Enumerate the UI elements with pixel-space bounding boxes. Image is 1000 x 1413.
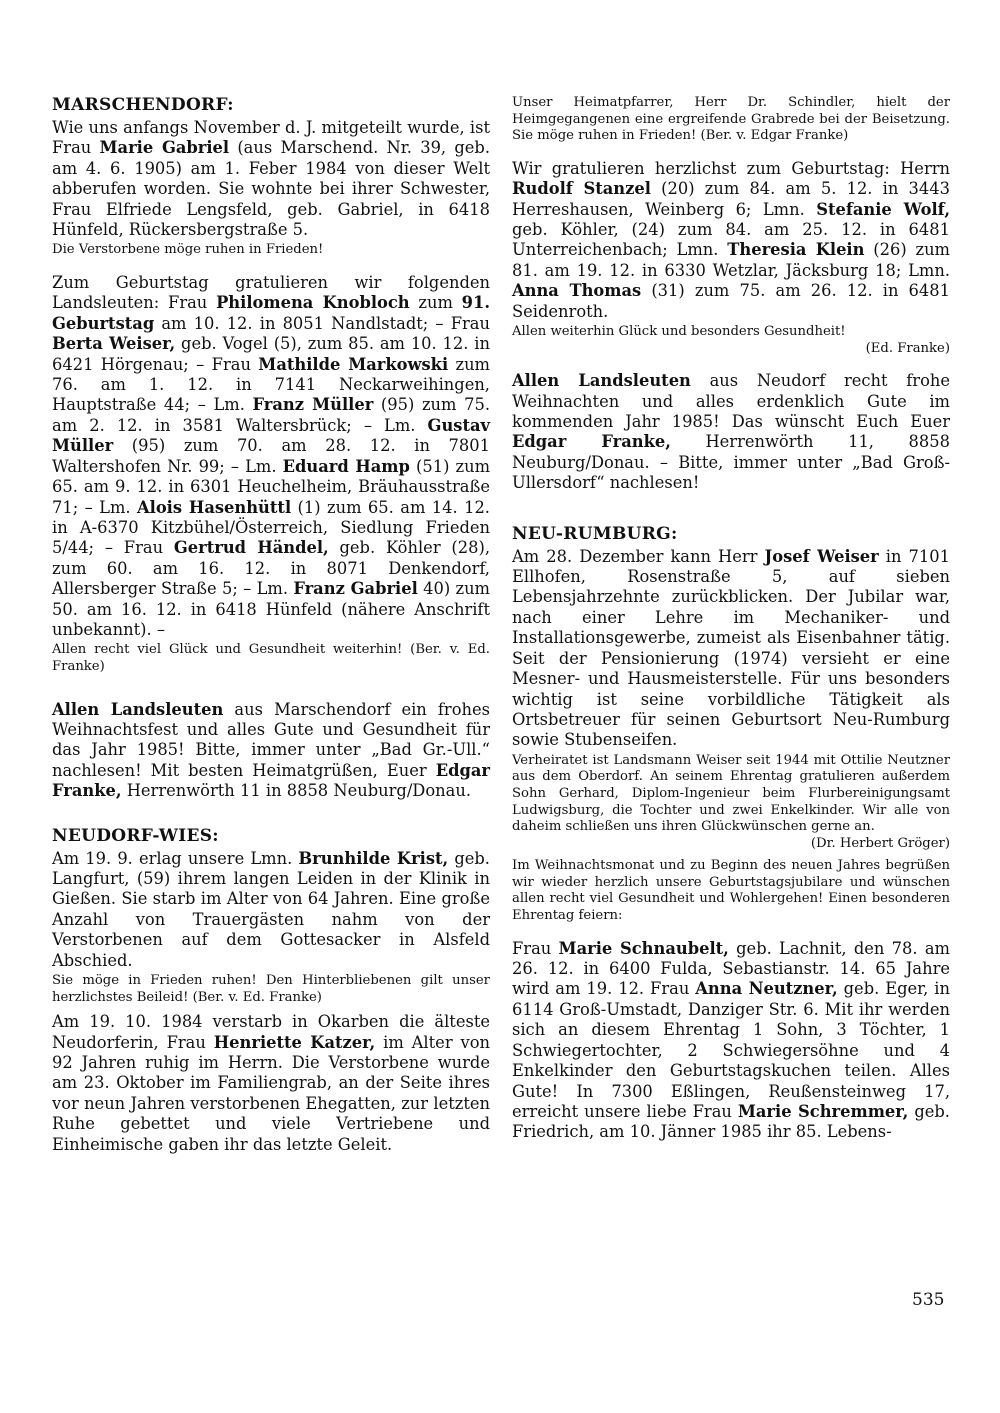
condolence-note: Sie möge in Frieden ruhen! Den Hinterbliebenen gilt unser herzlichstes Beileid! (Ber. v. Ed. Franke) bbox=[52, 973, 490, 1005]
paragraph-marie-gabriel-obituary: Wie uns anfangs November d. J. mitgeteilt wurde, ist Frau Marie Gabriel (aus Marschend. Nr. 39, geb. am 4. 6. 1905) am 1. Feber 1984 von dieser Welt abberufen worden. Sie wohnte bei ihrer Schwester, Frau Elfriede Lengsfeld, geb. Gabriel, in 6418 Hünfeld, Rückersbergstraße 5. bbox=[52, 118, 490, 240]
paragraph-christmas-month-greeting: Im Weihnachtsmonat und zu Beginn des neuen Jahres begrüßen wir wieder herzlich unsere Geburtstagsjubilare und wünschen allen recht viel Gesundheit und Wohlergehen! Einen besonderen Ehrentag feiern: bbox=[512, 858, 950, 924]
paragraph-brunhilde-krist-obituary: Am 19. 9. erlag unsere Lmn. Brunhilde Krist, geb. Langfurt, (59) ihrem langen Leiden in der Klinik in Gießen. Sie starb im Alter von 64 Jahren. Eine große Anzahl von Trauergästen nahm von der Verstorbenen auf dem Gottesacker in Alsfeld Abschied. bbox=[52, 848, 490, 970]
paragraph-josef-weiser-jubilee: Am 28. Dezember kann Herr Josef Weiser in 7101 Ellhofen, Rosenstraße 5, auf sieben Lebensjahrzehnte zurückblicken. Der Jubilar war, nach einer Lehre im Mechaniker- und Installationsgewerbe, zumeist als Eisenbahner tätig. Seit der Pensionierung (1974) versieht er eine Mesner- und Hausmeisterstelle. Für uns besonders wichtig ist seine vorbildliche Tätigkeit als Ortsbetreuer für seinen Geburtsort Neu-Rumburg sowie Stubenseifen. bbox=[512, 546, 950, 750]
right-column bbox=[512, 95, 950, 1143]
left-column bbox=[52, 95, 490, 1155]
section-title-marschendorf: MARSCHENDORF: bbox=[52, 95, 234, 115]
obituary-closing-note: Die Verstorbene möge ruhen in Frieden! bbox=[52, 242, 324, 258]
paragraph-christmas-greeting-neudorf: Allen Landsleuten aus Neudorf recht frohe Weihnachten und alles erdenklich Gute im kommenden Jahr 1985! Das wünscht Euch Euer Edgar Franke, Herrenwörth 11, 8858 Neuburg/Donau. – Bitte, immer unter „Bad Groß-Ullersdorf“ nachlesen! bbox=[512, 371, 950, 493]
birthday-wishes-neudorf: Allen weiterhin Glück und besonders Gesundheit! bbox=[512, 324, 846, 340]
section-title-neu-rumburg: NEU-RUMBURG: bbox=[512, 523, 678, 544]
paragraph-weiser-family: Verheiratet ist Landsmann Weiser seit 1944 mit Ottilie Neutzner aus dem Oberdorf. An seinem Ehrentag gratulieren außerdem Sohn Gerhard, Diplom-Ingenieur beim Flurbereinigungsamt Ludwigsburg, die Tochter und zwei Enkelkinder. Wir alle von daheim schließen uns ihren Glückwünschen gerne an. bbox=[512, 752, 950, 835]
paragraph-birthday-list-neudorf: Wir gratulieren herzlichst zum Geburtstag: Herrn Rudolf Stanzel (20) zum 84. am 5. 12. in 3443 Herreshausen, Weinberg 6; Lmn. Stefanie Wolf, geb. Köhler, (24) zum 84. am 25. 12. in 6481 Unterreichenbach; Lmn. Theresia Klein (26) zum 81. am 19. 12. in 6330 Wetzlar, Jäcksburg 18; Lmn. Anna Thomas (31) zum 75. am 26. 12. in 6481 Seidenroth. bbox=[512, 158, 950, 321]
paragraph-christmas-greeting-marschendorf: Allen Landsleuten aus Marschendorf ein frohes Weihnachtsfest und alles Gute und Gesundheit für das Jahr 1985! Bitte, immer unter „Bad Gr.-Ull.“ nachlesen! Mit besten Heimatgrüßen, Euer Edgar Franke, Herrenwörth 11 in 8858 Neuburg/Donau. bbox=[52, 699, 490, 801]
paragraph-funeral-sermon: Unser Heimatpfarrer, Herr Dr. Schindler, hielt der Heimgegangenen eine ergreifende Grabrede bei der Beisetzung. Sie möge ruhen in Frieden! (Ber. v. Edgar Franke) bbox=[512, 95, 950, 144]
section-title-neudorf-wies: NEUDORF-WIES: bbox=[52, 825, 219, 846]
paragraph-henriette-katzer-obituary: Am 19. 10. 1984 verstarb in Okarben die älteste Neudorferin, Frau Henriette Katzer, im Alter von 92 Jahren ruhig im Herrn. Die Verstorbene wurde am 23. Oktober im Familiengrab, an der Seite ihres vor neun Jahren verstorbenen Ehegatten, zur letzten Ruhe gebettet und viele Vertriebene und Einheimische gaben ihr das letzte Geleit. bbox=[52, 1012, 491, 1154]
birthday-wishes-note: Allen recht viel Glück und Gesundheit weiterhin! (Ber. v. Ed. Franke) bbox=[52, 642, 490, 674]
signature-ed-franke: (Ed. Franke) bbox=[865, 340, 950, 356]
page-number: 535 bbox=[912, 1290, 945, 1310]
paragraph-birthday-list-neu-rumburg: Frau Marie Schnaubelt, geb. Lachnit, den 78. am 26. 12. in 6400 Fulda, Sebastianstr. 14. 65 Jahre wird am 19. 12. Frau Anna Neutzner, geb. Eger, in 6114 Groß-Umstadt, Danziger Str. 6. Mit ihr werden sich an diesem Ehrentag 1 Sohn, 3 Töchter, 1 Schwiegertochter, 2 Schwiegersöhne und 4 Enkelkinder den Geburtstagskuchen teilen. Alles Gute! In 7300 Eßlingen, Reußensteinweg 17, erreicht unsere liebe Frau Marie Schremmer, geb. Friedrich, am 10. Jänner 1985 ihr 85. Lebens- bbox=[512, 938, 950, 1142]
signature-herbert-groger: (Dr. Herbert Gröger) bbox=[810, 835, 950, 851]
paragraph-birthday-list-marschendorf: Zum Geburtstag gratulieren wir folgenden Landsleuten: Frau Philomena Knobloch zum 91. Geburtstag am 10. 12. in 8051 Nandlstadt; – Frau Berta Weiser, geb. Vogel (5), zum 85. am 10. 12. in 6421 Hörgenau; – Frau Mathilde Markowski zum 76. am 1. 12. in 7141 Neckarweihingen, Hauptstraße 44; – Lm. Franz Müller (95) zum 75. am 2. 12. in 3581 Waltersbrück; – Lm. Gustav Müller (95) zum 70. am 28. 12. in 7801 Waltershofen Nr. 99; – Lm. Eduard Hamp (51) zum 65. am 9. 12. in 6301 Heuchelheim, Bräuhausstraße 71; – Lm. Alois Hasenhüttl (1) zum 65. am 14. 12. in A-6370 Kitzbühel/Österreich, Siedlung Frieden 5/44; – Frau Gertrud Händel, geb. Köhler (28), zum 60. am 16. 12. in 8071 Denkendorf, Allersberger Straße 5; – Lm. Franz Gabriel 40) zum 50. am 16. 12. in 6418 Hünfeld (nähere Anschrift unbekannt). – bbox=[52, 273, 491, 639]
